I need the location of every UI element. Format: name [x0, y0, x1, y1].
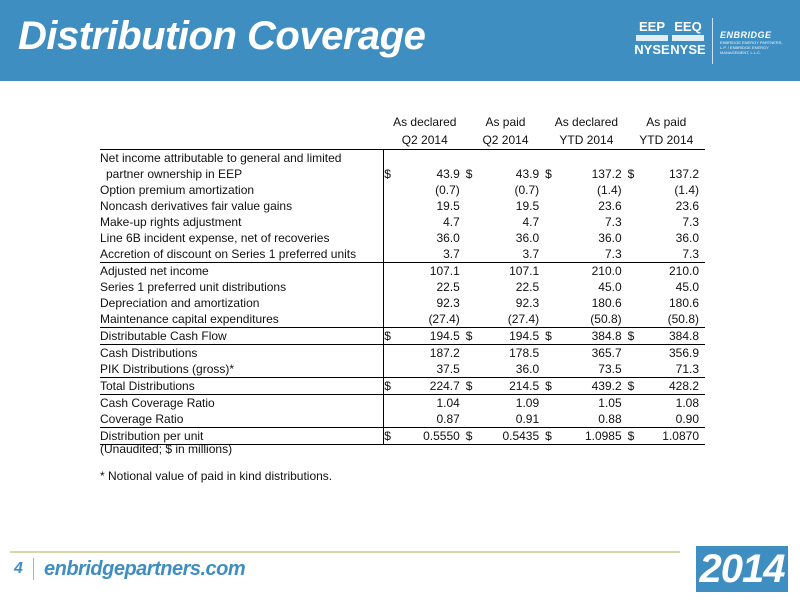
currency-symbol: [384, 311, 397, 328]
cell-value: 0.90: [675, 412, 699, 426]
logo-subtitle: ENBRIDGE ENERGY PARTNERS, L.P. / ENBRIDGE ENERGY MANAGEMENT, L.L.C.: [720, 40, 783, 55]
currency-symbol: [628, 279, 641, 295]
cell-value: 7.3: [604, 247, 622, 261]
cell-value: 43.9: [436, 167, 460, 181]
title-banner: [0, 0, 800, 81]
table-row: [100, 198, 705, 214]
row-label: Net income attributable to general and limited: [100, 151, 342, 165]
currency-symbol: $: [466, 428, 478, 445]
cell-value: 36.0: [436, 231, 460, 245]
row-label: Option premium amortization: [100, 183, 255, 197]
cell-value: (50.8): [590, 312, 622, 326]
cell-value: 0.87: [436, 412, 460, 426]
cell-value: (0.7): [514, 183, 540, 197]
cell-value: 1.0985: [558, 428, 628, 445]
currency-symbol: $: [628, 428, 641, 445]
cell-value: 224.7: [397, 378, 466, 395]
currency-symbol: [384, 279, 397, 295]
footnote: * Notional value of paid in kind distributions.: [100, 469, 333, 483]
cell-value: 92.3: [515, 296, 540, 310]
cell-value: 23.6: [675, 199, 699, 213]
row-label: Adjusted net income: [100, 263, 384, 280]
row-label: Make-up rights adjustment: [100, 215, 242, 229]
currency-symbol: [628, 230, 641, 246]
currency-symbol: [628, 311, 641, 328]
col-header: YTD 2014: [545, 131, 627, 150]
cell-value: 180.6: [591, 296, 622, 310]
ticker-eep: [634, 20, 670, 56]
cell-value: 1.08: [640, 395, 705, 412]
row-label: Cash Coverage Ratio: [100, 395, 384, 412]
table-row: [100, 295, 705, 311]
table-row: [100, 361, 705, 378]
table-row: [100, 230, 705, 246]
cell-value: 1.09: [478, 395, 545, 412]
cell-value: 92.3: [436, 296, 460, 310]
currency-symbol: [384, 214, 397, 230]
col-header: As declared: [554, 115, 619, 129]
cell-value: 36.0: [598, 231, 622, 245]
currency-symbol: [466, 295, 478, 311]
ticker-symbol: EEQ: [674, 19, 702, 34]
col-header: YTD 2014: [628, 131, 705, 150]
cell-value: (50.8): [667, 312, 699, 326]
ticker-divider: [636, 35, 668, 41]
cell-value: 0.5435: [478, 428, 545, 445]
cell-value: 356.9: [640, 345, 705, 362]
row-label: Total Distributions: [100, 378, 384, 395]
col-header: As paid: [646, 115, 687, 129]
cell-value: 365.7: [558, 345, 628, 362]
cell-value: 137.2: [668, 167, 699, 181]
currency-symbol: $: [384, 328, 397, 345]
cell-value: 45.0: [675, 280, 699, 294]
currency-symbol: [545, 182, 558, 198]
row-label: Distribution per unit: [100, 428, 384, 445]
table-row: [100, 182, 705, 198]
currency-symbol: [545, 150, 558, 167]
cell-value: [397, 150, 466, 167]
cell-value: 194.5: [397, 328, 466, 345]
cell-value: 1.04: [397, 395, 466, 412]
currency-symbol: [545, 263, 558, 280]
currency-symbol: $: [545, 378, 558, 395]
currency-symbol: [545, 214, 558, 230]
row-label: Distributable Cash Flow: [100, 328, 384, 345]
cell-value: 214.5: [478, 378, 545, 395]
currency-symbol: [628, 214, 641, 230]
row-label: Maintenance capital expenditures: [100, 312, 279, 326]
units-note: (Unaudited; $ in millions): [100, 442, 233, 456]
cell-value: [478, 150, 545, 167]
cell-value: 210.0: [640, 263, 705, 280]
currency-symbol: $: [384, 378, 397, 395]
enbridge-logo: [720, 30, 790, 55]
logo-separator: [712, 18, 713, 64]
cell-value: 71.3: [675, 362, 699, 376]
currency-symbol: [384, 263, 397, 280]
currency-symbol: $: [384, 166, 397, 182]
currency-symbol: [628, 263, 641, 280]
currency-symbol: [384, 345, 397, 362]
page-number: 4: [14, 560, 23, 577]
footer-rule: [10, 551, 680, 553]
cell-value: 1.05: [558, 395, 628, 412]
cell-value: 19.5: [436, 199, 460, 213]
cell-value: 194.5: [478, 328, 545, 345]
currency-symbol: [628, 395, 641, 412]
year-badge: 2014: [696, 546, 788, 592]
cell-value: [558, 150, 628, 167]
cell-value: 107.1: [397, 263, 466, 280]
cell-value: 180.6: [668, 296, 699, 310]
cell-value: 187.2: [397, 345, 466, 362]
currency-symbol: $: [545, 428, 558, 445]
cell-value: 178.5: [478, 345, 545, 362]
ticker-exchange: NYSE: [670, 42, 706, 57]
table-row: [100, 328, 705, 345]
table-row: [100, 378, 705, 395]
col-header: Q2 2014: [466, 131, 545, 150]
cell-value: 210.0: [558, 263, 628, 280]
website-link[interactable]: enbridgepartners.com: [44, 558, 246, 580]
currency-symbol: [384, 411, 397, 428]
currency-symbol: [384, 198, 397, 214]
currency-symbol: [545, 230, 558, 246]
currency-symbol: [545, 295, 558, 311]
table-row: [100, 279, 705, 295]
currency-symbol: [466, 279, 478, 295]
cell-value: 22.5: [515, 280, 540, 294]
cell-value: 107.1: [478, 263, 545, 280]
cell-value: 0.5550: [397, 428, 466, 445]
cell-value: (27.4): [507, 312, 540, 326]
currency-symbol: [628, 361, 641, 378]
row-label: Cash Distributions: [100, 345, 384, 362]
currency-symbol: [545, 361, 558, 378]
col-header: Q2 2014: [384, 131, 466, 150]
table-row: [100, 166, 705, 182]
cell-value: 439.2: [558, 378, 628, 395]
currency-symbol: [384, 150, 397, 167]
cell-value: 3.7: [522, 247, 540, 261]
cell-value: 384.8: [558, 328, 628, 345]
col-header: As paid: [485, 115, 526, 129]
currency-symbol: $: [545, 167, 552, 181]
cell-value: (27.4): [428, 312, 460, 326]
row-label: Series 1 preferred unit distributions: [100, 280, 287, 294]
row-label: partner ownership in EEP: [106, 167, 243, 181]
currency-symbol: [545, 198, 558, 214]
table-row: [100, 345, 705, 362]
cell-value: 137.2: [591, 167, 622, 181]
currency-symbol: [384, 182, 397, 198]
logo-name: ENBRIDGE: [720, 30, 772, 40]
cell-value: (1.4): [596, 183, 622, 197]
table-row: [100, 214, 705, 230]
page-title: Distribution Coverage: [18, 14, 426, 58]
currency-symbol: [628, 295, 641, 311]
currency-symbol: [466, 361, 478, 378]
currency-symbol: $: [466, 328, 478, 345]
header-row-top: [100, 113, 705, 131]
ticker-divider: [672, 35, 704, 41]
currency-symbol: $: [466, 378, 478, 395]
ticker-symbol: EEP: [638, 19, 665, 34]
currency-symbol: [545, 395, 558, 412]
cell-value: 7.3: [682, 215, 699, 229]
cell-value: 384.8: [640, 328, 705, 345]
table-row: [100, 246, 705, 263]
currency-symbol: [545, 279, 558, 295]
header-row-bottom: [100, 131, 705, 150]
currency-symbol: [628, 345, 641, 362]
ticker-eeq: [670, 20, 706, 56]
currency-symbol: $: [628, 378, 641, 395]
cell-value: 4.7: [522, 215, 540, 229]
currency-symbol: [466, 395, 478, 412]
cell-value: [640, 150, 705, 167]
cell-value: 1.0870: [640, 428, 705, 445]
currency-symbol: [466, 214, 478, 230]
currency-symbol: [466, 230, 478, 246]
currency-symbol: [628, 182, 641, 198]
currency-symbol: [466, 198, 478, 214]
cell-value: 3.7: [443, 247, 460, 261]
cell-value: 19.5: [515, 199, 540, 213]
row-label: Coverage Ratio: [100, 412, 184, 426]
table-row: [100, 411, 705, 428]
row-label: Accretion of discount on Series 1 preferred units: [100, 247, 357, 261]
cell-value: 36.0: [675, 231, 699, 245]
cell-value: 428.2: [640, 378, 705, 395]
cell-value: 73.5: [598, 362, 622, 376]
currency-symbol: [466, 246, 478, 263]
cell-value: 43.9: [515, 167, 540, 181]
currency-symbol: [628, 150, 641, 167]
currency-symbol: [545, 345, 558, 362]
currency-symbol: [384, 246, 397, 263]
cell-value: 7.3: [682, 247, 699, 261]
col-header: As declared: [393, 115, 457, 129]
table-row: [100, 263, 705, 280]
currency-symbol: [466, 345, 478, 362]
row-label: PIK Distributions (gross)*: [100, 362, 235, 376]
distribution-coverage-table: [100, 113, 705, 445]
cell-value: 4.7: [443, 215, 460, 229]
cell-value: 36.0: [515, 362, 540, 376]
currency-symbol: [466, 263, 478, 280]
cell-value: 23.6: [598, 199, 622, 213]
table-row: [100, 150, 705, 167]
footer-divider: [33, 558, 34, 580]
cell-value: 36.0: [515, 231, 540, 245]
ticker-exchange: NYSE: [634, 42, 670, 57]
row-label: Depreciation and amortization: [100, 296, 260, 310]
table-row: [100, 311, 705, 328]
currency-symbol: $: [628, 328, 641, 345]
currency-symbol: [466, 311, 478, 328]
currency-symbol: $: [627, 167, 635, 181]
table-row: [100, 395, 705, 412]
cell-value: 0.88: [598, 412, 622, 426]
currency-symbol: [628, 246, 641, 263]
cell-value: (1.4): [674, 183, 699, 197]
currency-symbol: [384, 395, 397, 412]
cell-value: 45.0: [598, 280, 622, 294]
currency-symbol: $: [384, 428, 397, 445]
cell-value: 0.91: [515, 412, 540, 426]
currency-symbol: [466, 411, 478, 428]
currency-symbol: [628, 198, 641, 214]
currency-symbol: [545, 246, 558, 263]
currency-symbol: [545, 311, 558, 328]
currency-symbol: [466, 150, 478, 167]
currency-symbol: [384, 361, 397, 378]
currency-symbol: $: [545, 328, 558, 345]
currency-symbol: [628, 411, 641, 428]
cell-value: 37.5: [436, 362, 460, 376]
currency-symbol: [384, 230, 397, 246]
cell-value: (0.7): [435, 183, 460, 197]
currency-symbol: [466, 182, 478, 198]
cell-value: 22.5: [436, 280, 460, 294]
currency-symbol: $: [465, 167, 473, 181]
row-label: Noncash derivatives fair value gains: [100, 199, 293, 213]
currency-symbol: [384, 295, 397, 311]
currency-symbol: [545, 411, 558, 428]
row-label: Line 6B incident expense, net of recoveries: [100, 231, 330, 245]
cell-value: 7.3: [604, 215, 622, 229]
